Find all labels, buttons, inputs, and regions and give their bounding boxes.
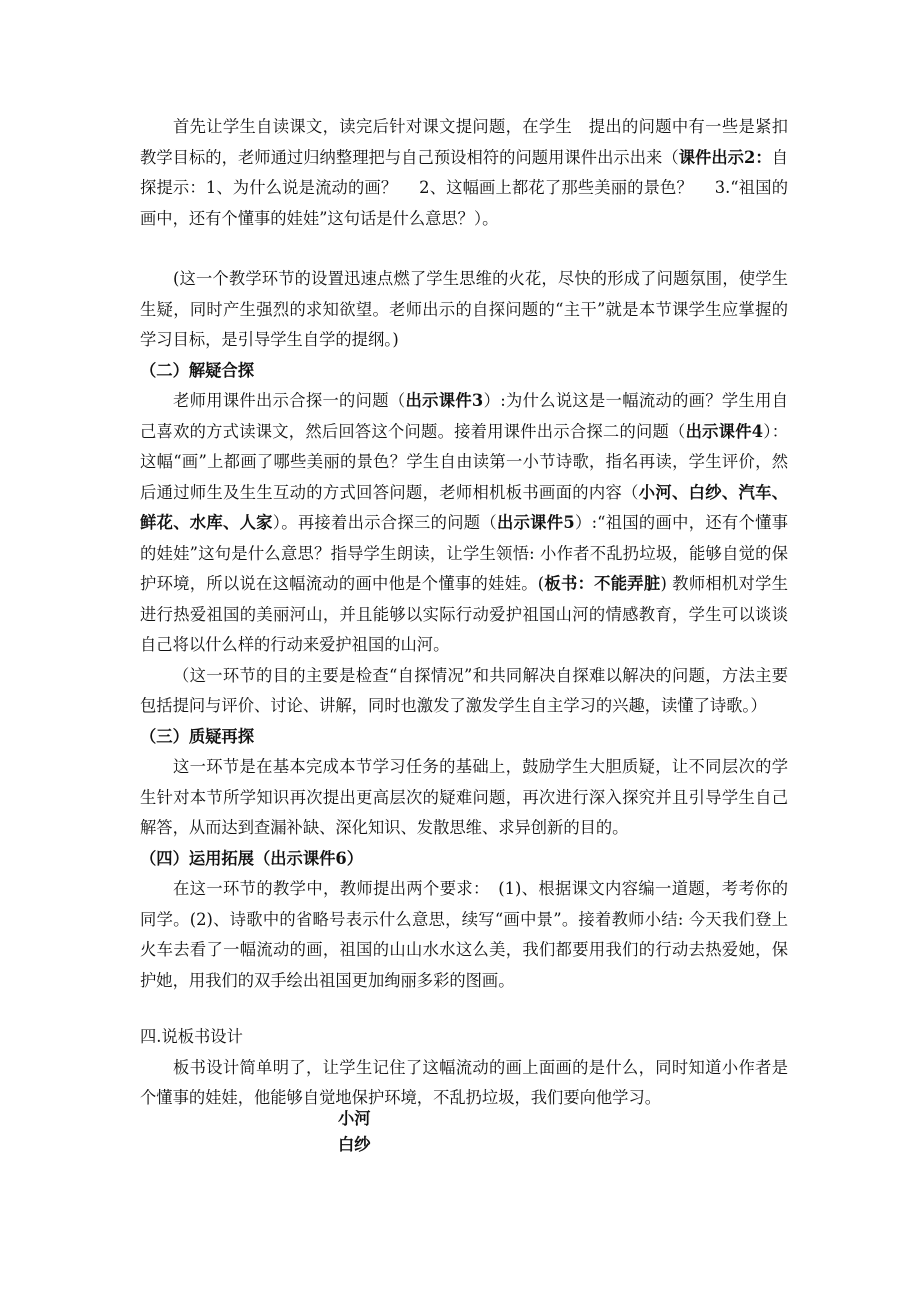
paragraph-intro-questions: 首先让学生自读课文，读完后针对课文提问题，在学生 提出的问题中有一些是紧扣教学目标的，老师通过归纳整理把与自己预设相符的问题用课件出示出来（课件出示2：自探提示：1、为什么说是流动的画？ 2、这幅画上都花了那些美丽的景色？ 3.“祖国的画中，还有个懂事的娃娃”这句话是什么意思？）。 xyxy=(140,117,788,228)
spacer xyxy=(140,234,788,264)
bold-courseware-5: 出示课件5 xyxy=(496,513,575,532)
paragraph-extension: 在这一环节的教学中，教师提出两个要求： (1)、根据课文内容编一道题，考考你的同学。(2)、诗歌中的省略号表示什么意思，续写“画中景”。接着教师小结: 今天我们登上火车去看了一幅流动的画，祖国的山山水水这么美，我们都要用我们的行动去热爱她，保护她，用我们的双手绘出祖国更加绚丽多彩的图画。 xyxy=(140,879,788,990)
paragraph-re-inquiry: 这一环节是在基本完成本节学习任务的基础上，鼓励学生大胆质疑，让不同层次的学生针对本节所学知识再次提出更高层次的疑难问题，再次进行深入探究并且引导学生自己解答，从而达到查漏补缺、深化知识、发散思维、求异创新的目的。 xyxy=(140,757,788,837)
bold-board-items: 小河、白纱、汽车、鲜花、水库、人家 xyxy=(140,482,788,532)
paragraph-cooperative-inquiry: 老师用课件出示合探一的问题（出示课件3）:为什么说这是一幅流动的画？学生用自己喜欢的方式读课文，然后回答这个问题。接着用课件出示合探二的问题（出示课件4）：这幅“画”上都画了哪些美丽的景色？学生自由读第一小节诗歌，指名再读，学生评价，然后通过师生及生生互动的方式回答问题，老师相机板书画面的内容（小河、白纱、汽车、鲜花、水库、人家）。再接着出示合探三的问题（出示课件5）:“祖国的画中，还有个懂事的娃娃”这句是什么意思？指导学生朗读，让学生领悟: 小作者不乱扔垃圾，能够自觉的保护环境，所以说在这幅流动的画中他是个懂事的娃娃。(板书：不能弄脏) 教师相机对学生进行热爱祖国的美丽河山，并且能够以实际行动爱护祖国山河的情感教育，学生可以谈谈自己将以什么样的行动来爱护祖国的山河。 xyxy=(140,391,788,654)
bold-courseware-4: 出示课件4 xyxy=(685,421,764,441)
bold-board-no-dirty: 板书：不能弄脏 xyxy=(544,574,661,593)
document-body xyxy=(140,112,788,1114)
paragraph-comment-1: (这一个教学环节的设置迅速点燃了学生思维的火花，尽快的形成了问题氛围，使学生生疑，同时产生强烈的求知欲望。老师出示的自探问题的“主干”就是本节课学生应掌握的学习目标，是引导学生自学的提纲。) xyxy=(140,269,788,349)
bold-courseware-3: 出示课件3 xyxy=(405,391,484,410)
bold-courseware-2: 课件出示2： xyxy=(678,147,772,167)
board-item: 小河 xyxy=(338,1109,371,1128)
spacer xyxy=(140,996,788,1022)
paragraph-comment-2: （这一环节的目的主要是检查“自探情况”和共同解决自探难以解决的问题，方法主要包括提问与评价、讨论、讲解，同时也激发了激发学生自主学习的兴趣，读懂了诗歌。） xyxy=(140,665,788,715)
heading-section-4: （四）运用拓展（出示课件6） xyxy=(140,848,363,868)
board-outline xyxy=(338,1106,371,1158)
heading-section-3: （三）质疑再探 xyxy=(140,726,254,746)
paragraph-board-design: 板书设计简单明了，让学生记住了这幅流动的画上面画的是什么，同时知道小作者是个懂事的娃娃，他能够自觉地保护环境，不乱扔垃圾，我们要向他学习。 xyxy=(140,1057,788,1107)
heading-board-design: 四.说板书设计 xyxy=(140,1027,243,1046)
board-item: 白纱 xyxy=(338,1135,371,1154)
heading-section-2: （二）解疑合探 xyxy=(140,360,254,380)
